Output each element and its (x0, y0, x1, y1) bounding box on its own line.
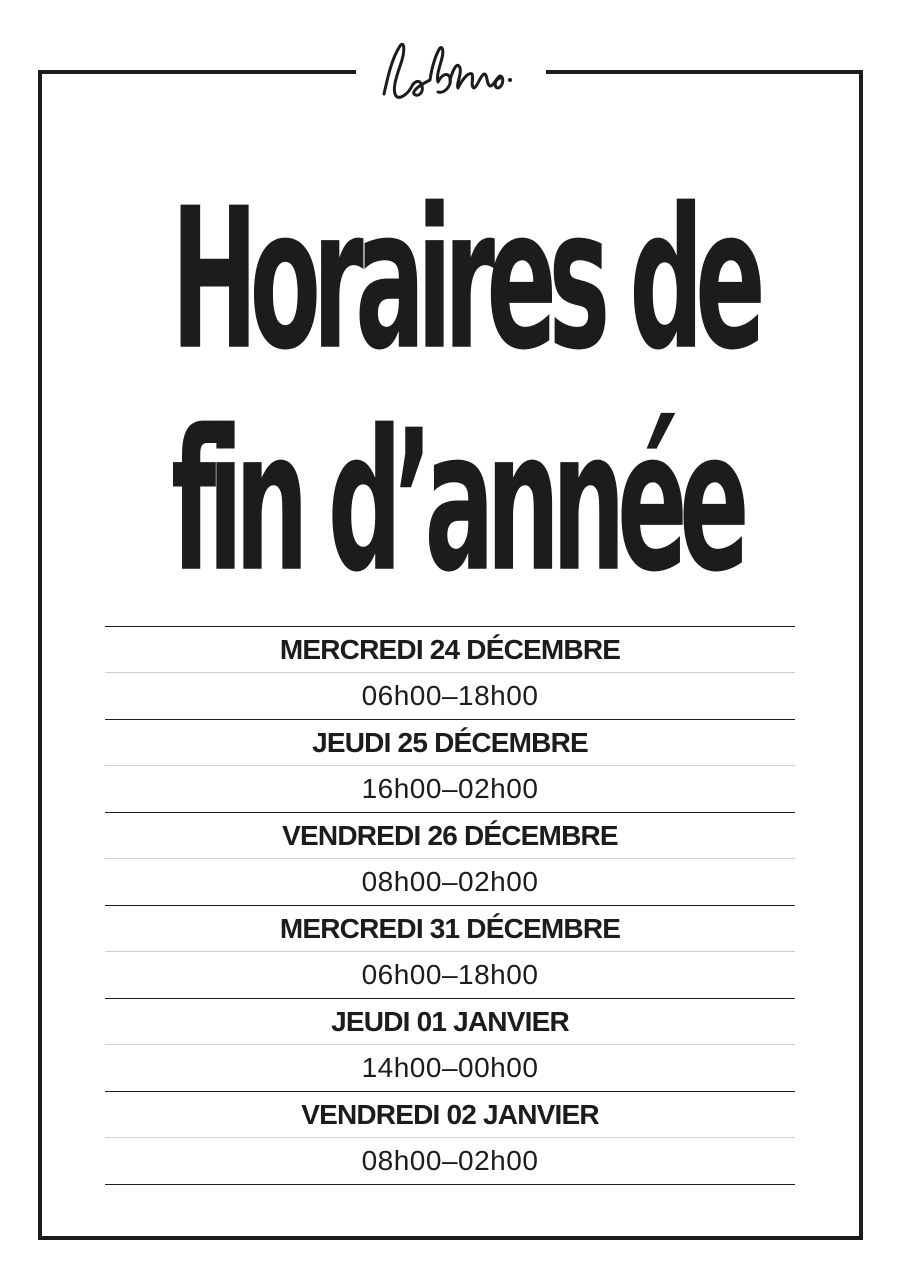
schedule-day: JEUDI 01 JANVIER (105, 999, 795, 1045)
schedule-day: MERCREDI 31 DÉCEMBRE (105, 906, 795, 952)
schedule-day: VENDREDI 02 JANVIER (105, 1092, 795, 1138)
schedule-hours: 14h00–00h00 (105, 1045, 795, 1092)
schedule-day: MERCREDI 24 DÉCEMBRE (105, 627, 795, 673)
schedule-hours: 06h00–18h00 (105, 673, 795, 720)
schedule-hours: 08h00–02h00 (105, 859, 795, 906)
schedule-day: VENDREDI 26 DÉCEMBRE (105, 813, 795, 859)
title-line-1: Horaires de (171, 165, 758, 394)
schedule-hours: 08h00–02h00 (105, 1138, 795, 1185)
schedule-hours: 06h00–18h00 (105, 952, 795, 999)
logo (356, 30, 546, 120)
schedule-hours: 16h00–02h00 (105, 766, 795, 813)
schedule-table (105, 626, 795, 1185)
title-line-2: fin d’année (171, 387, 741, 616)
schedule-day: JEUDI 25 DÉCEMBRE (105, 720, 795, 766)
signature-logo-icon (378, 36, 528, 116)
